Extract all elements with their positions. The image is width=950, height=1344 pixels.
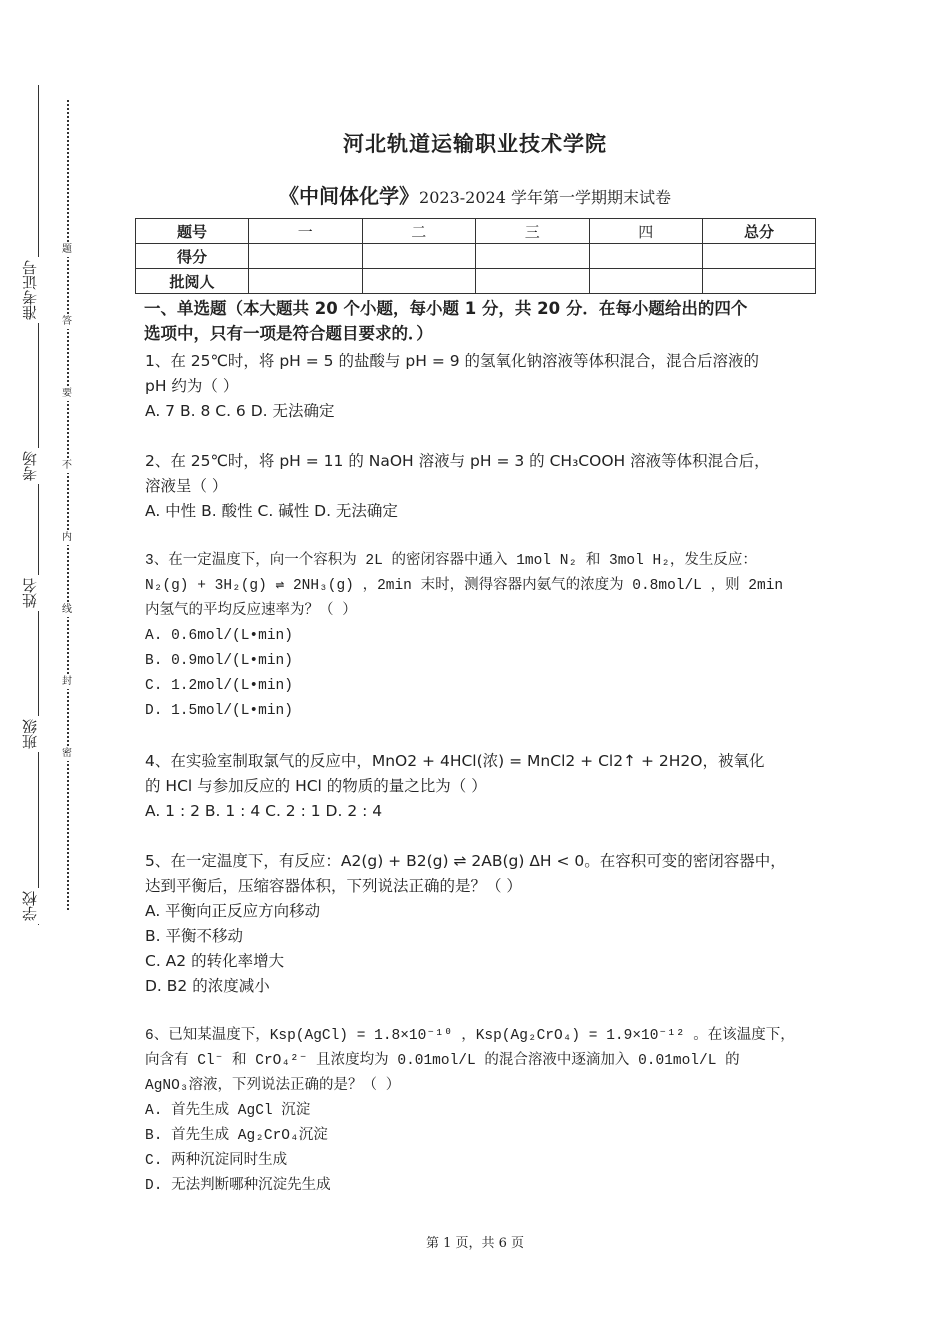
question-1 (145, 349, 820, 424)
seal-char: 密 (59, 747, 75, 761)
score-cell: 二 (362, 219, 476, 244)
page-footer: 第 1 页，共 6 页 (425, 1236, 525, 1251)
question-text: 6、已知某温度下，Ksp(AgCl) = 1.8×10⁻¹⁰ ，Ksp(Ag₂CrO₄) = 1.9×10⁻¹² 。在该温度下， (145, 1028, 795, 1044)
course-name: 《中间体化学》 (279, 184, 420, 208)
question-option: C. A2 的转化率增大 (145, 952, 285, 970)
score-input-cell (476, 244, 590, 269)
score-cell: 四 (589, 219, 703, 244)
question-text: 的 HCl 与参加反应的 HCl 的物质的量之比为（ ） (145, 777, 487, 795)
score-cell: 总分 (703, 219, 816, 244)
question-4 (145, 749, 820, 824)
seal-char: 内 (59, 531, 75, 545)
score-cell: 得分 (136, 244, 249, 269)
score-table-row (136, 269, 816, 294)
question-option: C. 两种沉淀同时生成 (145, 1153, 288, 1169)
question-options: A. 1 : 2 B. 1 : 4 C. 2 : 1 D. 2 : 4 (145, 802, 383, 820)
question-options: A. 7 B. 8 C. 6 D. 无法确定 (145, 402, 335, 420)
score-input-cell (589, 244, 703, 269)
exam-content (145, 296, 820, 1199)
margin-label-school: 学校 (22, 888, 42, 924)
question-2 (145, 449, 820, 524)
question-option: D. B2 的浓度减小 (145, 977, 270, 995)
score-cell: 一 (249, 219, 363, 244)
margin-label-exam-room: 考场 (22, 448, 42, 484)
question-option: A. 首先生成 AgCl 沉淀 (145, 1103, 311, 1119)
question-text: pH 约为（ ） (145, 377, 239, 395)
seal-char: 不 (59, 459, 75, 473)
question-text: 向含有 Cl⁻ 和 CrO₄²⁻ 且浓度均为 0.01mol/L 的混合溶液中逐滴加入 0.01mol/L 的 (145, 1053, 740, 1069)
seal-char: 封 (59, 675, 75, 689)
section-title-line: 选项中，只有一项是符合题目要求的．） (144, 324, 433, 343)
score-input-cell (249, 269, 363, 294)
question-text: AgNO₃溶液，下列说法正确的是？（ ） (145, 1078, 401, 1094)
score-input-cell (362, 244, 476, 269)
seal-char: 题 (59, 243, 75, 257)
score-input-cell (362, 269, 476, 294)
binding-dotted-line (67, 100, 69, 910)
exam-subtitle (0, 180, 950, 209)
score-table (135, 218, 816, 294)
question-option: A. 平衡向正反应方向移动 (145, 902, 321, 920)
question-text: 达到平衡后，压缩容器体积，下列说法正确的是？（ ） (145, 877, 522, 895)
section-title (144, 296, 820, 346)
question-option: B. 平衡不移动 (145, 927, 243, 945)
school-name: 河北轨道运输职业技术学院 (343, 132, 607, 156)
question-text: 溶液呈（ ） (145, 477, 228, 495)
question-text: N₂(g) + 3H₂(g) ⇌ 2NH₃(g) ，2min 末时，测得容器内氨气的浓度为 0.8mol/L ，则 2min (145, 578, 784, 594)
question-3 (145, 549, 820, 724)
score-input-cell (589, 269, 703, 294)
score-cell: 批阅人 (136, 269, 249, 294)
score-input-cell (476, 269, 590, 294)
question-option: D. 无法判断哪种沉淀先生成 (145, 1178, 331, 1194)
question-text: 3、在一定温度下，向一个容积为 2L 的密闭容器中通入 1mol N₂ 和 3mol H₂，发生反应： (145, 553, 757, 569)
question-text: 2、在 25℃时，将 pH = 11 的 NaOH 溶液与 pH = 3 的 CH₃COOH 溶液等体积混合后， (145, 452, 770, 470)
question-text: 4、在实验室制取氯气的反应中，MnO2 + 4HCl(浓) = MnCl2 + Cl2↑ + 2H2O，被氧化 (145, 752, 765, 770)
score-input-cell (249, 244, 363, 269)
question-options: A. 中性 B. 酸性 C. 碱性 D. 无法确定 (145, 502, 398, 520)
score-input-cell (703, 244, 816, 269)
question-option: B. 0.9mol/(L•min) (145, 653, 293, 669)
margin-label-exam-id: 准考证号 (22, 257, 42, 323)
question-option: A. 0.6mol/(L•min) (145, 628, 293, 644)
seal-char: 答 (59, 315, 75, 329)
score-cell: 三 (476, 219, 590, 244)
margin-label-class: 班级 (22, 716, 42, 752)
question-text: 5、在一定温度下，有反应：A2(g) + B2(g) ⇌ 2AB(g) ΔH < 0。在容积可变的密闭容器中， (145, 852, 786, 870)
score-input-cell (703, 269, 816, 294)
question-option: C. 1.2mol/(L•min) (145, 678, 293, 694)
margin-label-name: 姓名 (22, 575, 42, 611)
question-5 (145, 849, 820, 999)
question-text: 1、在 25℃时，将 pH = 5 的盐酸与 pH = 9 的氢氧化钠溶液等体积混合，混合后溶液的 (145, 352, 760, 370)
term-text: 2023-2024 学年第一学期期末试卷 (419, 188, 671, 207)
seal-char: 要 (59, 387, 75, 401)
question-text: 内氢气的平均反应速率为？（ ） (145, 603, 357, 619)
binding-solid-line (38, 85, 39, 925)
score-table-header-row (136, 219, 816, 244)
question-6 (145, 1024, 820, 1199)
question-option: B. 首先生成 Ag₂CrO₄沉淀 (145, 1128, 328, 1144)
score-table-row (136, 244, 816, 269)
seal-char: 线 (59, 603, 75, 617)
section-title-line: 一、单选题（本大题共 20 个小题，每小题 1 分，共 20 分．在每小题给出的四个 (144, 299, 748, 318)
question-option: D. 1.5mol/(L•min) (145, 703, 293, 719)
score-cell: 题号 (136, 219, 249, 244)
